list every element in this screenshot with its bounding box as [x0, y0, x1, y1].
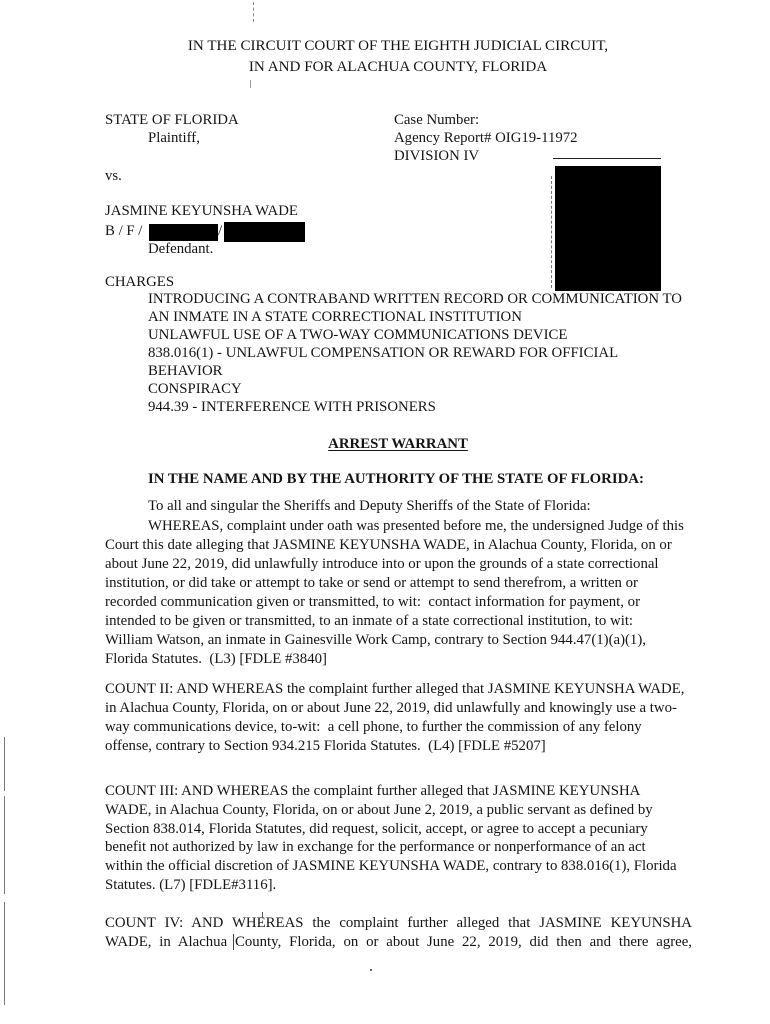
- versus-label: vs.: [105, 168, 122, 184]
- scan-artifact-dot: [370, 969, 372, 971]
- charge-line: INTRODUCING A CONTRABAND WRITTEN RECORD OR COMMUNICATION TO: [148, 291, 682, 307]
- count-3-paragraph: [105, 782, 677, 895]
- agency-report-number: Agency Report# OIG19-11972: [394, 130, 578, 146]
- defendant-name: JASMINE KEYUNSHA WADE: [105, 203, 298, 219]
- charges-heading: CHARGES: [105, 274, 175, 290]
- scan-artifact-line: [4, 902, 5, 1005]
- court-caption-line: IN THE CIRCUIT COURT OF THE EIGHTH JUDICIAL CIRCUIT,: [187, 38, 609, 54]
- charge-line: CONSPIRACY: [148, 381, 242, 397]
- count-2-paragraph: [105, 680, 684, 756]
- scan-artifact-line: [4, 737, 5, 791]
- paragraph-line: COUNT III: AND WHEREAS the complaint further alleged that JASMINE KEYUNSHA: [105, 783, 641, 799]
- paragraph-line: institution, or did take or attempt to take or send or attempt to send therefrom, a written or: [105, 575, 638, 591]
- charge-line: 944.39 - INTERFERENCE WITH PRISONERS: [148, 399, 436, 415]
- scan-artifact-line: [4, 796, 5, 894]
- paragraph-line: Florida Statutes. (L3) [FDLE #3840]: [105, 651, 327, 667]
- warrant-title: ARREST WARRANT: [328, 436, 468, 452]
- scan-artifact-line: [250, 80, 251, 88]
- case-number-label: Case Number:: [394, 112, 480, 128]
- paragraph-line: Section 838.014, Florida Statutes, did request, solicit, accept, or agree to accept a pecuniary: [105, 820, 648, 837]
- division-label: DIVISION IV: [394, 148, 480, 164]
- authority-statement: IN THE NAME AND BY THE AUTHORITY OF THE STATE OF FLORIDA:: [148, 471, 644, 487]
- court-caption-line: IN AND FOR ALACHUA COUNTY, FLORIDA: [248, 59, 548, 75]
- paragraph-line: benefit not authorized by law in exchange for the performance or nonperformance of an act: [105, 839, 646, 856]
- paragraph-line: offense, contrary to Section 934.215 Florida Statutes. (L4) [FDLE #5207]: [105, 738, 546, 754]
- redaction-frame-line: [553, 158, 661, 159]
- scan-artifact-line: [233, 934, 234, 950]
- paragraph-line: WADE, in Alachua County, Florida, on or about June 2, 2019, a public servant as defined by: [105, 801, 653, 818]
- paragraph-line: COUNT IV: AND WHEREAS the complaint further alleged that JASMINE KEYUNSHA: [105, 915, 692, 931]
- charge-line: BEHAVIOR: [148, 363, 223, 379]
- plaintiff-label: Plaintiff,: [148, 130, 200, 146]
- redaction-block: [149, 224, 218, 241]
- court-caption: [105, 36, 691, 78]
- paragraph-line: recorded communication given or transmitted, to wit: contact information for payment, or: [105, 594, 640, 610]
- paragraph-line: in Alachua County, Florida, on or about June 22, 2019, did unlawfully and knowingly use a two-: [105, 700, 677, 716]
- paragraph-line: way communications device, to-wit: a cell phone, to further the commission of any felony: [105, 719, 642, 735]
- paragraph-line: WADE, in Alachua County, Florida, on or about June 22, 2019, did then and there agree,: [105, 934, 692, 950]
- defendant-label: Defendant.: [148, 241, 214, 257]
- salutation: To all and singular the Sheriffs and Deputy Sheriffs of the State of Florida:: [148, 498, 591, 514]
- paragraph-line: COUNT II: AND WHEREAS the complaint further alleged that JASMINE KEYUNSHA WADE,: [105, 681, 685, 697]
- charge-line: 838.016(1) - UNLAWFUL COMPENSATION OR REWARD FOR OFFICIAL: [148, 345, 619, 361]
- defendant-descriptor-separator: /: [218, 223, 223, 239]
- paragraph-line: within the official discretion of JASMINE KEYUNSHA WADE, contrary to 838.016(1), Florida: [105, 858, 677, 875]
- paragraph-line: about June 22, 2019, did unlawfully introduce into or upon the grounds of a state correctional: [105, 556, 659, 572]
- charges-list: [148, 290, 682, 416]
- redaction-block: [224, 222, 305, 242]
- redaction-frame-edge: [551, 176, 552, 288]
- count-1-paragraph: [105, 517, 684, 669]
- paragraph-line: Court this date alleging that JASMINE KEYUNSHA WADE, in Alachua County, Florida, on or: [105, 537, 672, 553]
- charge-line: AN INMATE IN A STATE CORRECTIONAL INSTITUTION: [148, 309, 522, 325]
- scan-artifact-line: [262, 912, 263, 918]
- paragraph-line: William Watson, an inmate in Gainesville Work Camp, contrary to Section 944.47(1)(a)(1),: [105, 632, 646, 648]
- scan-artifact-line: [253, 2, 254, 22]
- count-4-paragraph: [105, 914, 692, 952]
- paragraph-line: Statutes. (L7) [FDLE#3116].: [105, 876, 277, 893]
- charge-line: UNLAWFUL USE OF A TWO-WAY COMMUNICATIONS DEVICE: [148, 327, 568, 343]
- defendant-descriptor: B / F /: [105, 223, 143, 239]
- redaction-block-large: [555, 166, 661, 291]
- paragraph-line: WHEREAS, complaint under oath was presented before me, the undersigned Judge of this: [148, 518, 684, 534]
- paragraph-line: intended to be given or transmitted, to an inmate of a state correctional institution, to wit:: [105, 613, 634, 629]
- plaintiff-name: STATE OF FLORIDA: [105, 112, 239, 128]
